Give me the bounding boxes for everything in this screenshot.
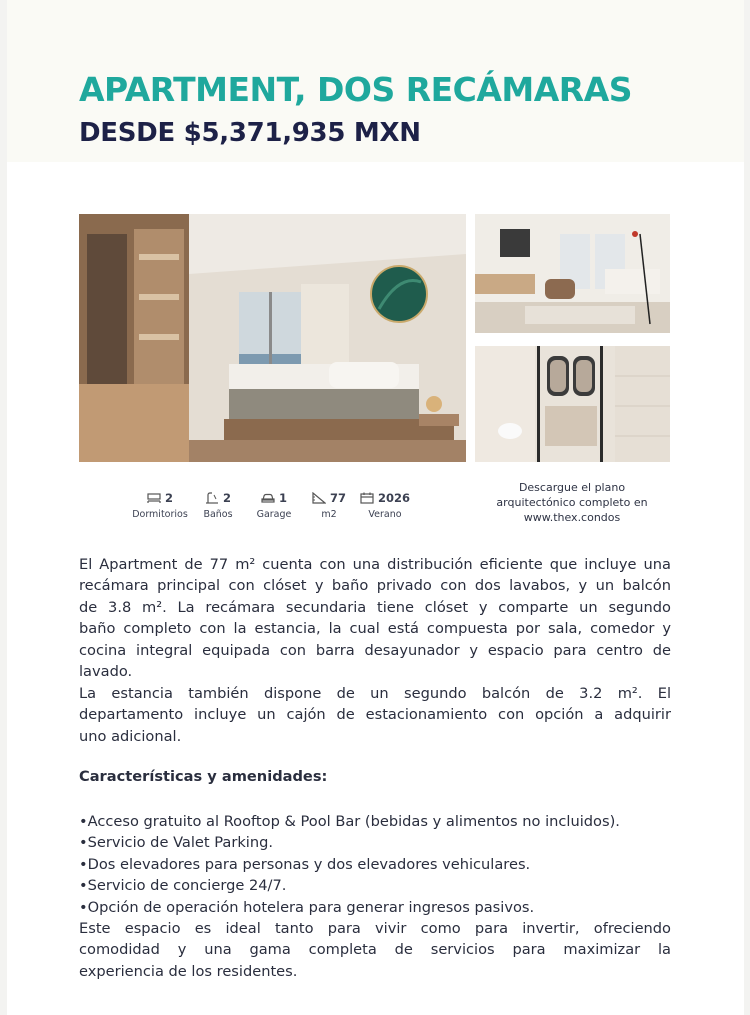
bedroom-photo (79, 214, 466, 462)
listing-title: APARTMENT, DOS RECÁMARAS (79, 70, 633, 109)
stat-area-value: 77 (329, 491, 346, 505)
description-paragraph-1 (79, 554, 671, 682)
description-paragraph-2 (79, 683, 671, 747)
stat-delivery-value: 2026 (377, 491, 410, 505)
download-plan-note (477, 480, 667, 525)
stat-delivery-label: Verano (368, 509, 402, 520)
stat-bedrooms-label: Dormitorios (132, 509, 188, 520)
stat-bathrooms-value: 2 (222, 491, 231, 505)
text-line: baño completo con la estancia, la cual está compuesta por sala, comedor y (79, 620, 671, 638)
stat-bathrooms (195, 490, 241, 520)
stat-bedrooms-value: 2 (164, 491, 173, 505)
stat-delivery (357, 490, 413, 520)
listing-price: DESDE $5,371,935 MXN (79, 118, 421, 148)
bed-icon (147, 492, 161, 504)
text-line: departamento incluye un cajón de estacionamiento con opción a adquirir (79, 706, 671, 724)
stat-bathrooms-label: Baños (203, 509, 233, 520)
amenities-heading: Características y amenidades: (79, 768, 328, 785)
text-line: comodidad y una gama completa de servicios para maximizar la (79, 941, 671, 959)
bathroom-illustration (475, 346, 670, 462)
document-page (7, 0, 744, 1015)
text-line: uno adicional. (79, 727, 182, 745)
stat-area-label: m2 (321, 509, 337, 520)
living-room-illustration (475, 214, 670, 333)
calendar-icon (360, 492, 374, 504)
text-line: experiencia de los residentes. (79, 962, 298, 980)
stat-area (307, 490, 351, 520)
text-line: de 3.8 m². La recámara secundaria tiene clóset y comparte un segundo (79, 598, 671, 616)
text-line: La estancia también dispone de un segundo balcón de 3.2 m². El (79, 685, 671, 702)
bathroom-photo (475, 346, 670, 462)
text-line: cocina integral equipada con barra desayunador y espacio para centro de (79, 641, 671, 659)
list-item: •Opción de operación hotelera para generar ingresos pasivos. (79, 898, 535, 916)
bedroom-illustration (79, 214, 466, 462)
text-line: El Apartment de 77 m² cuenta con una distribución eficiente que incluye una (79, 556, 671, 573)
text-line: lavado. (79, 663, 133, 681)
stat-garage (249, 490, 299, 520)
list-item: •Dos elevadores para personas y dos elevadores vehiculares. (79, 855, 531, 873)
area-icon (312, 492, 326, 504)
stat-bedrooms (125, 490, 195, 520)
amenities-list (79, 811, 671, 982)
list-item: •Servicio de concierge 24/7. (79, 877, 287, 895)
stat-garage-label: Garage (256, 509, 292, 520)
bath-icon (205, 492, 219, 504)
text-line: Este espacio es ideal tanto para vivir como para invertir, ofreciendo (79, 920, 671, 938)
car-icon (261, 492, 275, 504)
living-room-photo (475, 214, 670, 333)
download-note-line: Descargue el plano (518, 481, 626, 494)
list-item: •Servicio de Valet Parking. (79, 834, 274, 852)
download-link[interactable]: www.thex.condos (523, 511, 621, 524)
stat-garage-value: 1 (278, 491, 287, 505)
list-item: •Acceso gratuito al Rooftop & Pool Bar (bebidas y alimentos no incluidos). (79, 813, 620, 830)
download-note-line: arquitectónico completo en (496, 496, 648, 509)
text-line: recámara principal con clóset y baño privado con dos lavabos, y un balcón (79, 577, 671, 595)
